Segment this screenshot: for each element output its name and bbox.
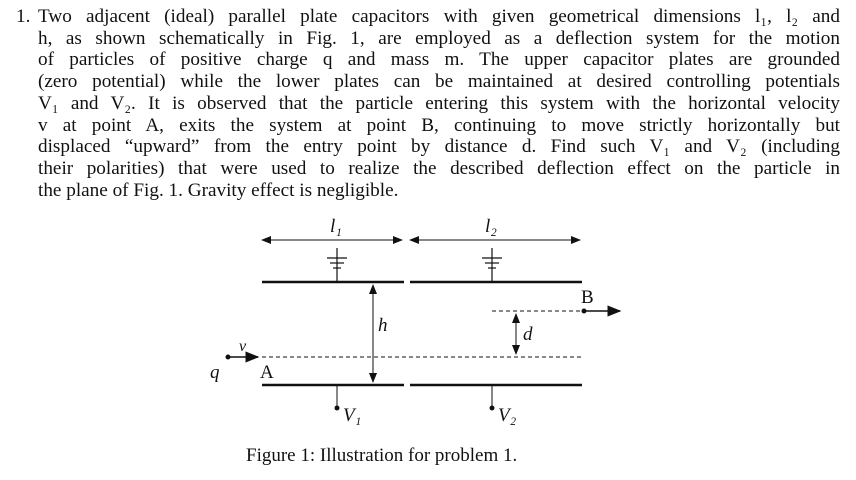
d-label: d (523, 324, 533, 345)
problem-line-9: the plane of Fig. 1. Gravity effect is negligible. (38, 179, 399, 201)
problem-line-5: V₁ and V₂. It is observed that the particle entering this system with the horizontal velocity (38, 92, 840, 114)
V1-terminal-dot (335, 406, 340, 411)
V1-label: V₁ (343, 405, 362, 426)
problem-line-8: their polarities) that were used to realize the described deflection effect on the particle in (38, 157, 840, 179)
problem-line-4: (zero potential) while the lower plates can be maintained at desired controlling potentials (38, 71, 840, 93)
problem-line-2: h, as shown schematically in Fig. 1, are employed as a deflection system for the motion (38, 27, 840, 49)
problem-line-7: displaced “upward” from the entry point by distance d. Find such V₁ and V₂ (including (38, 136, 840, 158)
figure-caption: Figure 1: Illustration for problem 1. (246, 445, 518, 466)
problem-line-3: of particles of positive charge q and mass m. The upper capacitor plates are grounded (38, 49, 840, 71)
q-label: q (210, 362, 220, 383)
V2-terminal-dot (490, 406, 495, 411)
problem-line-1: Two adjacent (ideal) parallel plate capacitors with given geometrical dimensions l₁, l₂ and (38, 6, 840, 27)
h-label: h (378, 315, 388, 336)
problem-number: 1. (16, 6, 31, 27)
B-label: B (581, 287, 594, 308)
V2-label: V₂ (498, 405, 517, 426)
ground-symbol-left (327, 248, 347, 282)
problem-line-6: v at point A, exits the system at point B, continuing to move strictly horizontally but (38, 114, 840, 136)
l1-label: l₁ (330, 216, 342, 237)
ground-symbol-right (482, 248, 502, 282)
l2-label: l₂ (485, 216, 497, 237)
v-label: v (239, 338, 247, 355)
A-label: A (260, 362, 274, 383)
